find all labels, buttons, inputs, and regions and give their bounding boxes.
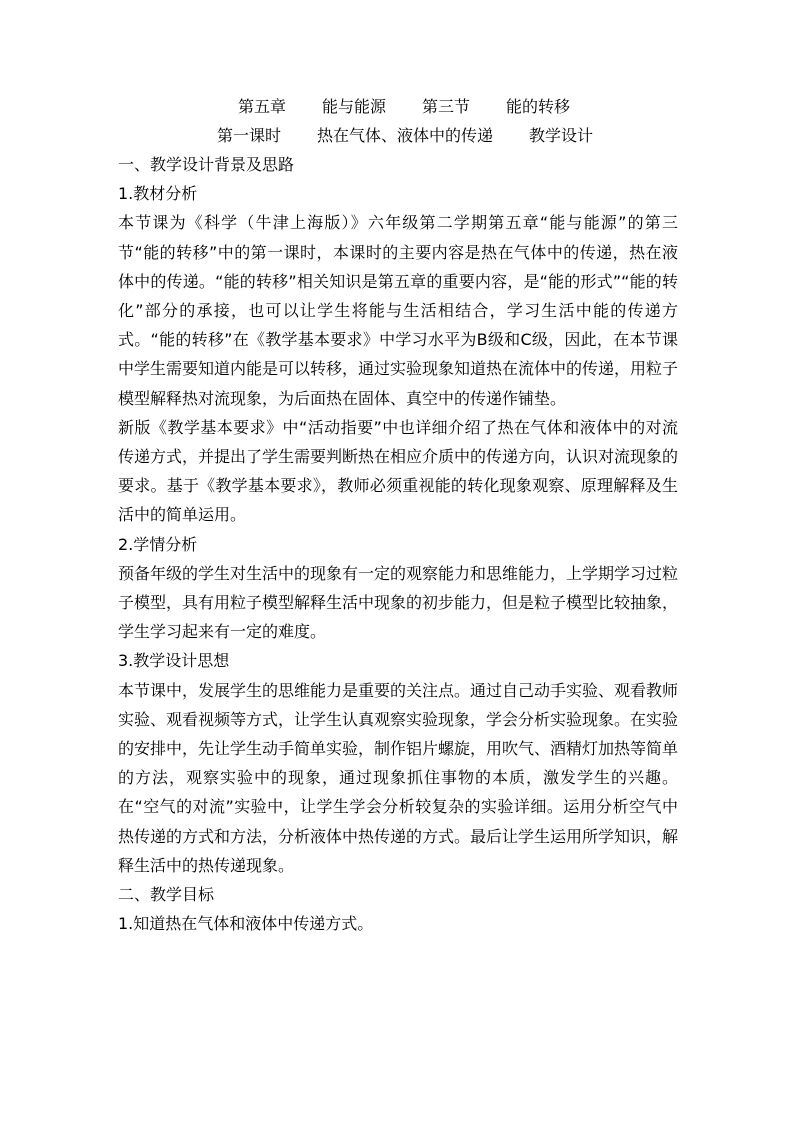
paragraph-textbook-analysis-1: 本节课为《科学（牛津上海版）》六年级第二学期第五章“能与能源”的第三节“能的转移”中的第一课时，本课时的主要内容是热在气体中的传递，热在液体中的传递。“能的转移”相关知识是第五章的重要内容，是“能的形式”“能的转化”部分的承接，也可以让学生将能与生活相结合，学习生活中能的传递方式。“能的转移”在《教学基本要求》中学习水平为B级和C级，因此，在本节课中学生需要知道内能是可以转移，通过实验现象知道热在流体中的传递，用粒子模型解释热对流现象，为后面热在固体、真空中的传递作铺垫。 <box>118 213 679 408</box>
lesson-name: 热在气体、液体中的传递 <box>316 126 493 145</box>
section-name: 能的转移 <box>506 97 571 116</box>
document-title-line-1 <box>118 92 678 121</box>
section-heading-background: 一、教学设计背景及思路 <box>118 155 295 174</box>
paragraph-textbook-analysis-2: 新版《教学基本要求》中“活动指要”中也详细介绍了热在气体和液体中的对流传递方式，并提出了学生需要判断热在相应介质中的传递方向，认识对流现象的要求。基于《教学基本要求》，教师必须重视能的转化现象观察、原理解释及生活中的简单运用。 <box>118 417 679 525</box>
chapter-name: 能与能源 <box>321 97 386 116</box>
subheading-textbook-analysis: 1.教材分析 <box>118 184 198 204</box>
chapter-label: 第五章 <box>237 97 286 116</box>
section-heading-objectives: 二、教学目标 <box>118 885 215 905</box>
lesson-label: 第一课时 <box>216 126 281 145</box>
subheading-learner-analysis: 2.学情分析 <box>118 534 198 554</box>
subheading-design-idea: 3.教学设计思想 <box>118 651 230 671</box>
document-page <box>118 92 678 938</box>
paragraph-design-idea: 本节课中，发展学生的思维能力是重要的关注点。通过自己动手实验、观看教师实验、观看视频等方式，让学生认真观察实验现象，学会分析实验现象。在实验的安排中，先让学生动手简单实验，制作铝片螺旋，用吹气、酒精灯加热等简单的方法，观察实验中的现象，通过现象抓住事物的本质，激发学生的兴趣。在“空气的对流”实验中，让学生学会分析较复杂的实验详细。运用分析空气中热传递的方式和方法，分析液体中热传递的方式。最后让学生运用所学知识，解释生活中的热传递现象。 <box>118 680 679 875</box>
document-type: 教学设计 <box>529 126 594 145</box>
objective-item-1: 1.知道热在气体和液体中传递方式。 <box>118 914 374 934</box>
section-label: 第三节 <box>422 97 471 116</box>
paragraph-learner-analysis: 预备年级的学生对生活中的现象有一定的观察能力和思维能力，上学期学习过粒子模型，具有用粒子模型解释生活中现象的初步能力，但是粒子模型比较抽象，学生学习起来有一定的难度。 <box>118 563 679 642</box>
document-title-line-2 <box>118 121 678 150</box>
